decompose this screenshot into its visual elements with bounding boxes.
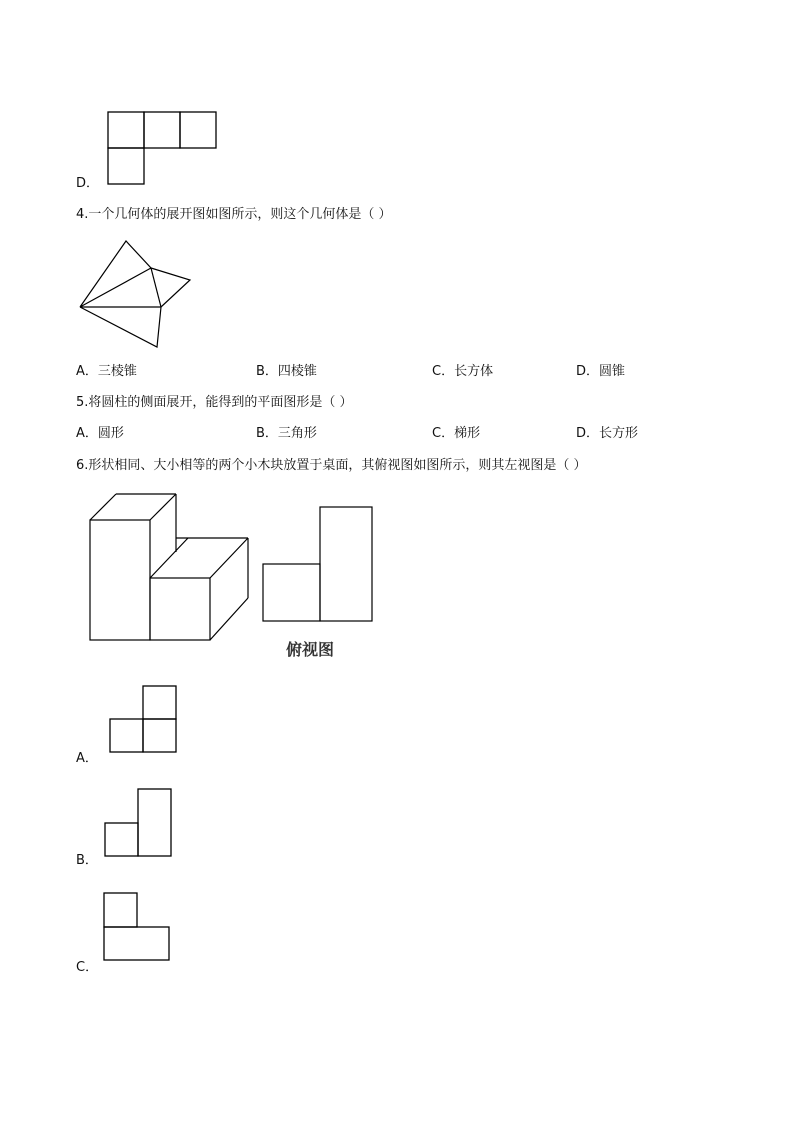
q4-option-d[interactable]: D．圆锥 xyxy=(576,364,626,379)
q6-option-a-label[interactable]: A． xyxy=(76,751,98,766)
q5-option-a[interactable]: A．圆形 xyxy=(76,426,124,441)
q6-top-view-caption: 俯视图 xyxy=(286,640,335,659)
q6-option-b-label[interactable]: B． xyxy=(76,853,98,868)
q5-option-c[interactable]: C．梯形 xyxy=(432,426,481,441)
q4-option-b[interactable]: B．四棱锥 xyxy=(256,364,317,379)
q5-stem: 5.将圆柱的侧面展开，能得到的平面图形是（ ） xyxy=(76,395,353,410)
q6-option-c-label[interactable]: C． xyxy=(76,960,99,975)
q4-option-c[interactable]: C．长方体 xyxy=(432,364,494,379)
q5-option-b[interactable]: B．三角形 xyxy=(256,426,317,441)
q4-stem: 4.一个几何体的展开图如图所示，则这个几何体是（ ） xyxy=(76,207,392,222)
q3-option-d-label[interactable]: D． xyxy=(76,176,100,191)
q4-option-a[interactable]: A．三棱锥 xyxy=(76,364,137,379)
q5-option-d[interactable]: D．长方形 xyxy=(576,426,639,441)
q6-stem: 6.形状相同、大小相等的两个小木块放置于桌面，其俯视图如图所示，则其左视图是（ ） xyxy=(76,458,587,473)
